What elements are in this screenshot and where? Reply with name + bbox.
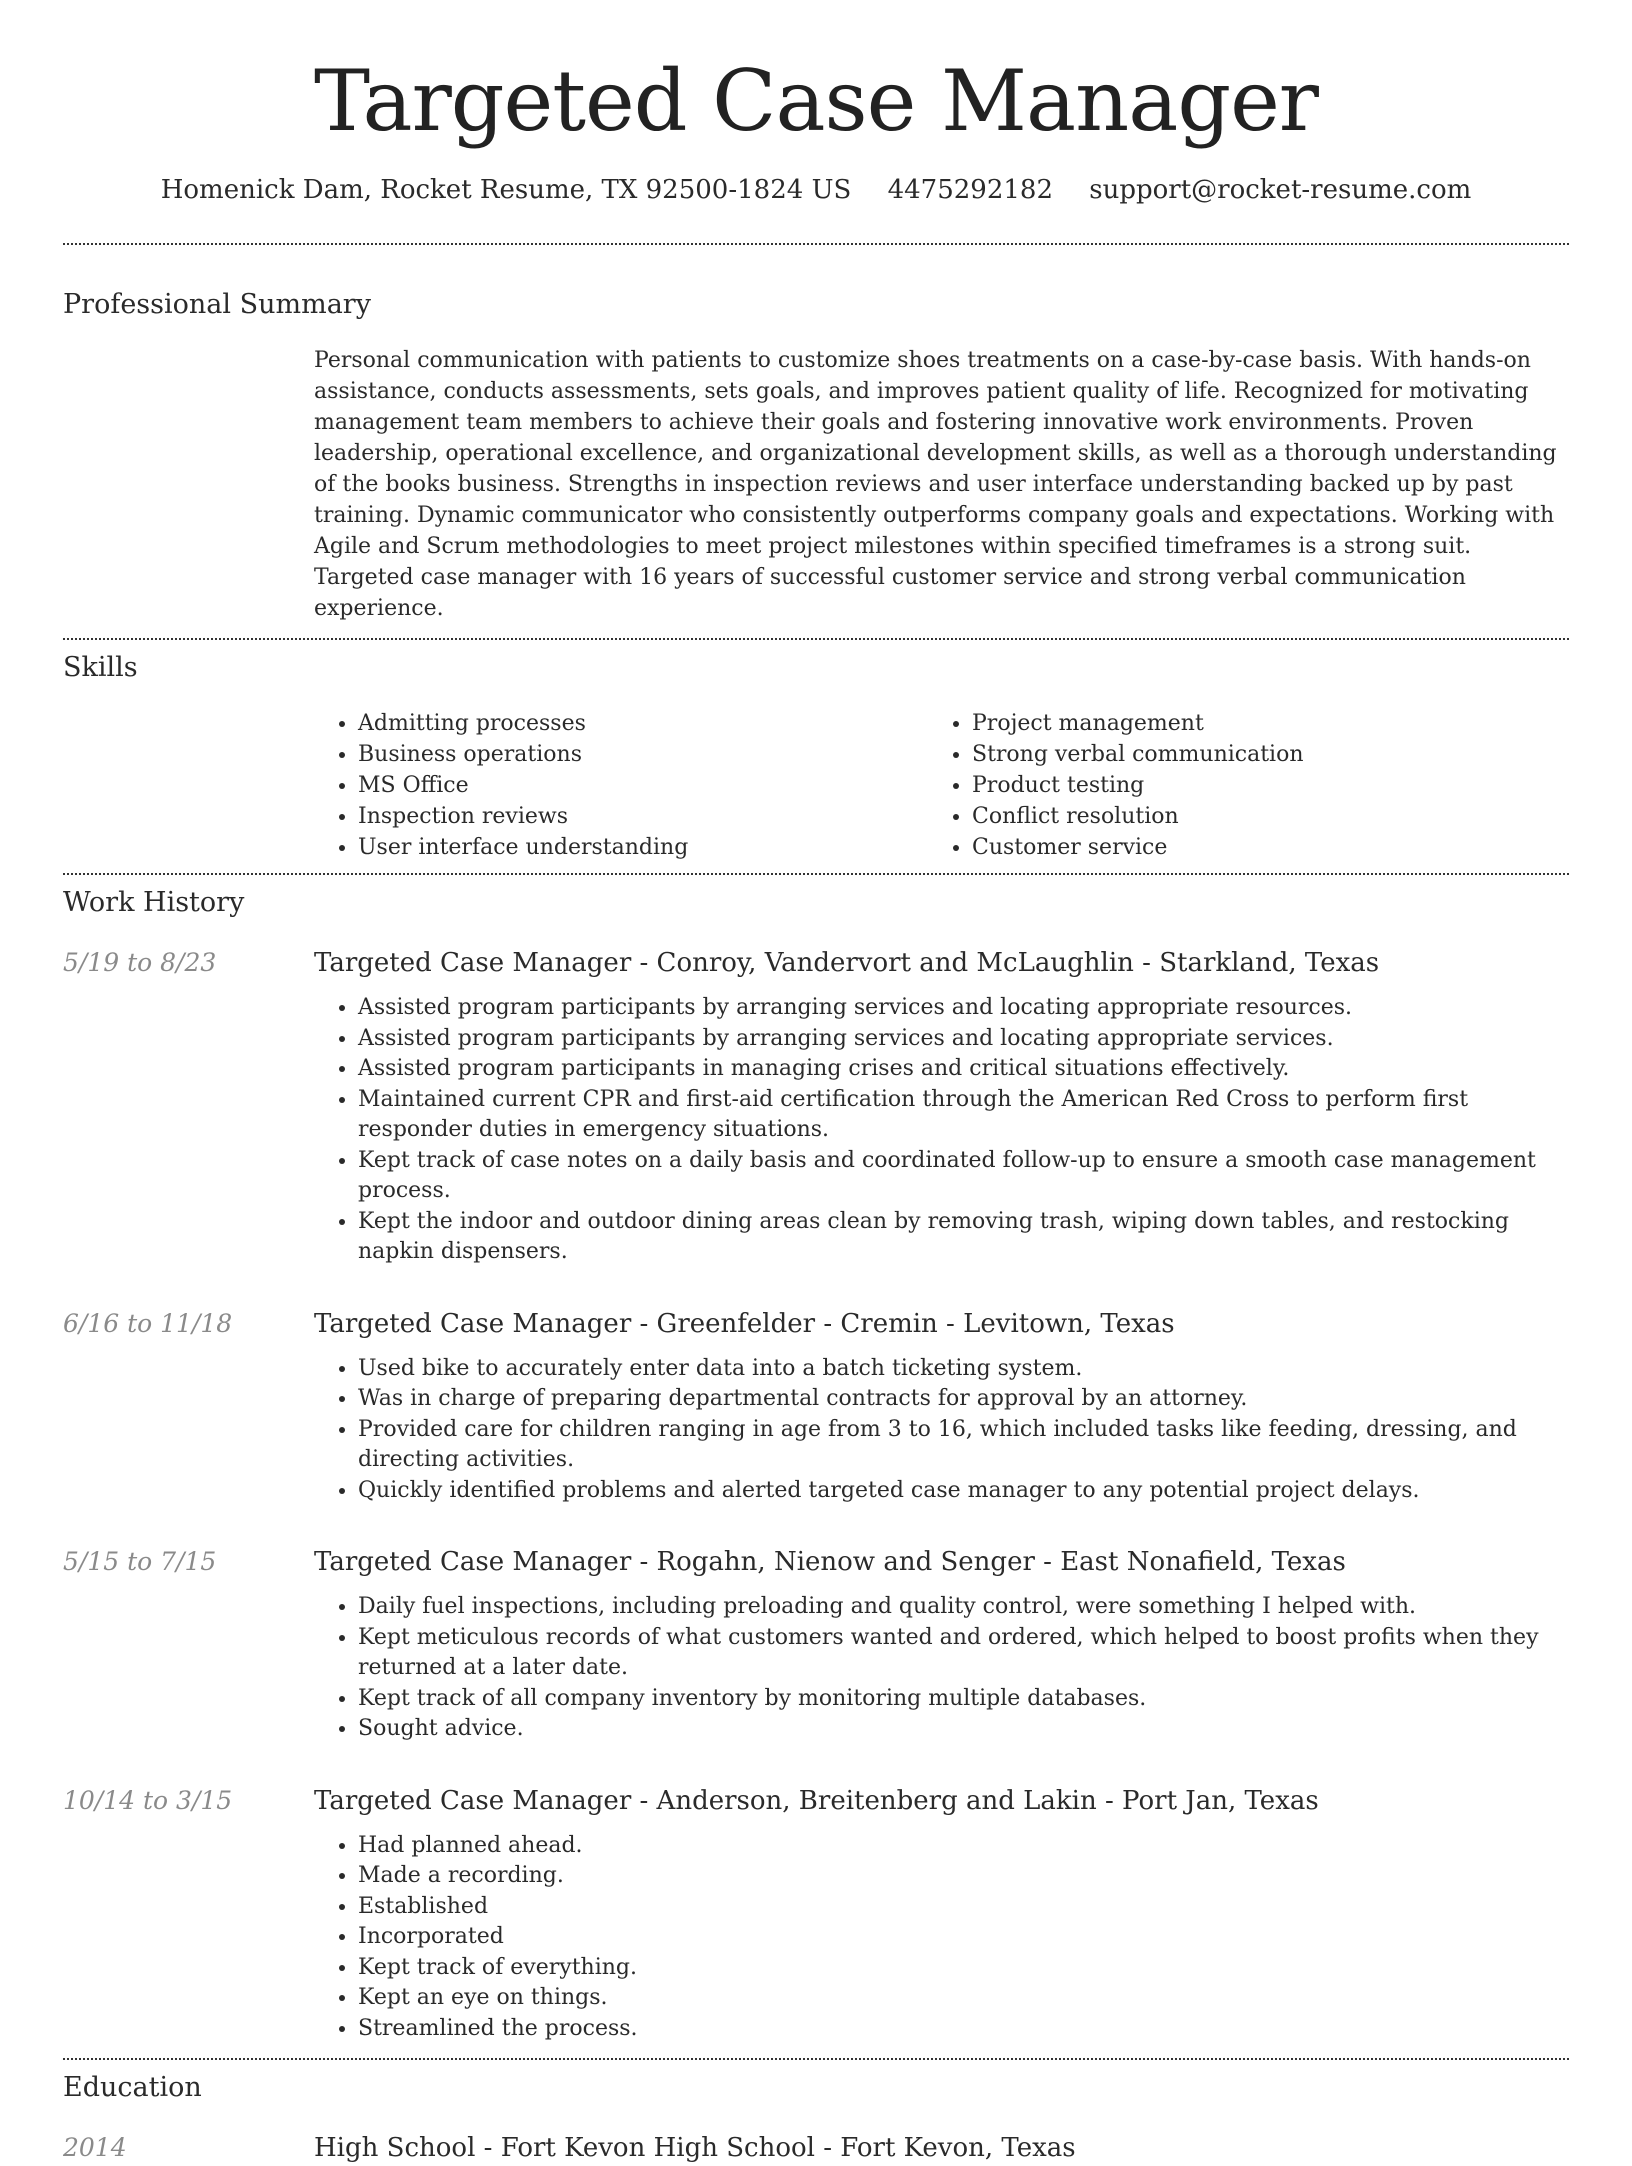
job-bullet: • Assisted program participants by arranging services and locating appropriate resources. xyxy=(358,993,1569,1024)
contact-address: Homenick Dam, Rocket Resume, TX 92500-1824 US xyxy=(160,175,852,205)
job-bullet: • Quickly identified problems and alerted targeted case manager to any potential project delays. xyxy=(358,1476,1569,1507)
contact-phone: 4475292182 xyxy=(887,175,1053,205)
job-bullet: • Maintained current CPR and first-aid certification through the American Red Cross to perform first responder duties in emergency situations. xyxy=(358,1085,1569,1146)
job-bullet: • Kept track of everything. xyxy=(358,1953,1569,1984)
work-heading: Work History xyxy=(63,887,245,918)
education-section xyxy=(63,2070,1569,2166)
job-bullet: • Incorporated xyxy=(358,1922,1569,1953)
summary-heading: Professional Summary xyxy=(63,289,371,320)
job-title: Targeted Case Manager - Rogahn, Nienow and Senger - East Nonafield, Texas xyxy=(314,1547,1346,1577)
skill-item: • Customer service xyxy=(972,832,1542,863)
job-bullets xyxy=(314,1592,1569,1745)
job-title: Targeted Case Manager - Anderson, Breitenberg and Lakin - Port Jan, Texas xyxy=(314,1785,1319,1816)
education-list xyxy=(63,2130,1569,2166)
job-bullet: • Kept the indoor and outdoor dining areas clean by removing trash, wiping down tables, and restocking napkin dispensers. xyxy=(358,1207,1569,1268)
education-title: High School - Fort Kevon High School - Fort Kevon, Texas xyxy=(314,2133,1076,2163)
job-body xyxy=(314,945,1569,1268)
job-date: 5/19 to 8/23 xyxy=(63,948,217,977)
education-heading: Education xyxy=(63,2072,202,2103)
job-date: 6/16 to 11/18 xyxy=(63,1308,233,1338)
job-bullet: • Established xyxy=(358,1892,1569,1923)
job-entry xyxy=(63,1783,1569,2045)
job-entry xyxy=(63,1544,1569,1745)
job-bullet: • Daily fuel inspections, including preloading and quality control, were something I helped with. xyxy=(358,1592,1569,1623)
skill-item: • MS Office xyxy=(358,770,928,801)
job-title: Targeted Case Manager - Conroy, Vandervort and McLaughlin - Starkland, Texas xyxy=(314,948,1380,978)
job-bullets xyxy=(314,1831,1569,2045)
job-bullet: • Assisted program participants by arranging services and locating appropriate services. xyxy=(358,1024,1569,1055)
skill-item: • Inspection reviews xyxy=(358,801,928,832)
job-body xyxy=(314,1544,1569,1745)
skill-item: • Conflict resolution xyxy=(972,801,1542,832)
skills-columns xyxy=(314,708,1569,863)
education-date: 2014 xyxy=(63,2133,127,2162)
divider xyxy=(63,2058,1569,2060)
skills-section xyxy=(63,650,1569,863)
job-bullet: • Kept track of all company inventory by monitoring multiple databases. xyxy=(358,1684,1569,1715)
divider xyxy=(63,638,1569,640)
job-bullet: • Kept track of case notes on a daily basis and coordinated follow-up to ensure a smooth case management process. xyxy=(358,1146,1569,1207)
divider xyxy=(63,873,1569,875)
contact-line xyxy=(63,172,1569,208)
divider xyxy=(63,243,1569,245)
education-body xyxy=(314,2130,1569,2166)
work-section xyxy=(63,885,1569,2058)
job-body xyxy=(314,1306,1569,1507)
skill-item: • Business operations xyxy=(358,739,928,770)
skills-list-left xyxy=(314,708,928,863)
job-bullet: • Had planned ahead. xyxy=(358,1831,1569,1862)
job-bullet: • Was in charge of preparing departmental contracts for approval by an attorney. xyxy=(358,1384,1569,1415)
education-entry xyxy=(63,2130,1569,2166)
skill-item: • Admitting processes xyxy=(358,708,928,739)
job-date: 5/15 to 7/15 xyxy=(63,1547,217,1576)
skills-list-right xyxy=(928,708,1542,863)
job-bullet: • Kept meticulous records of what customers wanted and ordered, which helped to boost profits when they returned at a later date. xyxy=(358,1623,1569,1684)
job-body xyxy=(314,1783,1569,2045)
job-title: Targeted Case Manager - Greenfelder - Cremin - Levitown, Texas xyxy=(314,1308,1175,1339)
job-bullet: • Kept an eye on things. xyxy=(358,1983,1569,2014)
job-bullet: • Used bike to accurately enter data into a batch ticketing system. xyxy=(358,1354,1569,1385)
job-bullet: • Streamlined the process. xyxy=(358,2014,1569,2045)
job-entry xyxy=(63,945,1569,1268)
job-bullet: • Made a recording. xyxy=(358,1861,1569,1892)
job-bullets xyxy=(314,993,1569,1268)
job-entry xyxy=(63,1306,1569,1507)
job-list xyxy=(63,945,1569,2044)
skill-item: • Product testing xyxy=(972,770,1542,801)
job-bullet: • Sought advice. xyxy=(358,1714,1569,1745)
skills-heading: Skills xyxy=(63,652,138,683)
summary-text: Personal communication with patients to customize shoes treatments on a case-by-case basis. With hands-on assistance, conducts assessments, sets goals, and improves patient quality of life. Recognized for motivating management team members to achieve their goals and fostering innovative work environments. Proven leadership, operational excellence, and organizational development skills, as well as a thorough understanding of the books business. Strengths in inspection reviews and user interface understanding backed up by past training. Dynamic communicator who consistently outperforms company goals and expectations. Working with Agile and Scrum methodologies to meet project milestones within specified timeframes is a strong suit. Targeted case manager with 16 years of successful customer service and strong verbal communication experience. xyxy=(314,348,1557,621)
job-bullet: • Provided care for children ranging in age from 3 to 16, which included tasks like feeding, dressing, and directing activities. xyxy=(358,1415,1569,1476)
job-bullets xyxy=(314,1354,1569,1507)
job-date: 10/14 to 3/15 xyxy=(63,1785,233,1815)
summary-section xyxy=(63,287,1569,624)
skill-item: • Strong verbal communication xyxy=(972,739,1542,770)
candidate-name: Targeted Case Manager xyxy=(314,52,1318,150)
skill-item: • Project management xyxy=(972,708,1542,739)
contact-email: support@rocket-resume.com xyxy=(1089,175,1472,205)
job-bullet: • Assisted program participants in managing crises and critical situations effectively. xyxy=(358,1054,1569,1085)
skill-item: • User interface understanding xyxy=(358,832,928,863)
